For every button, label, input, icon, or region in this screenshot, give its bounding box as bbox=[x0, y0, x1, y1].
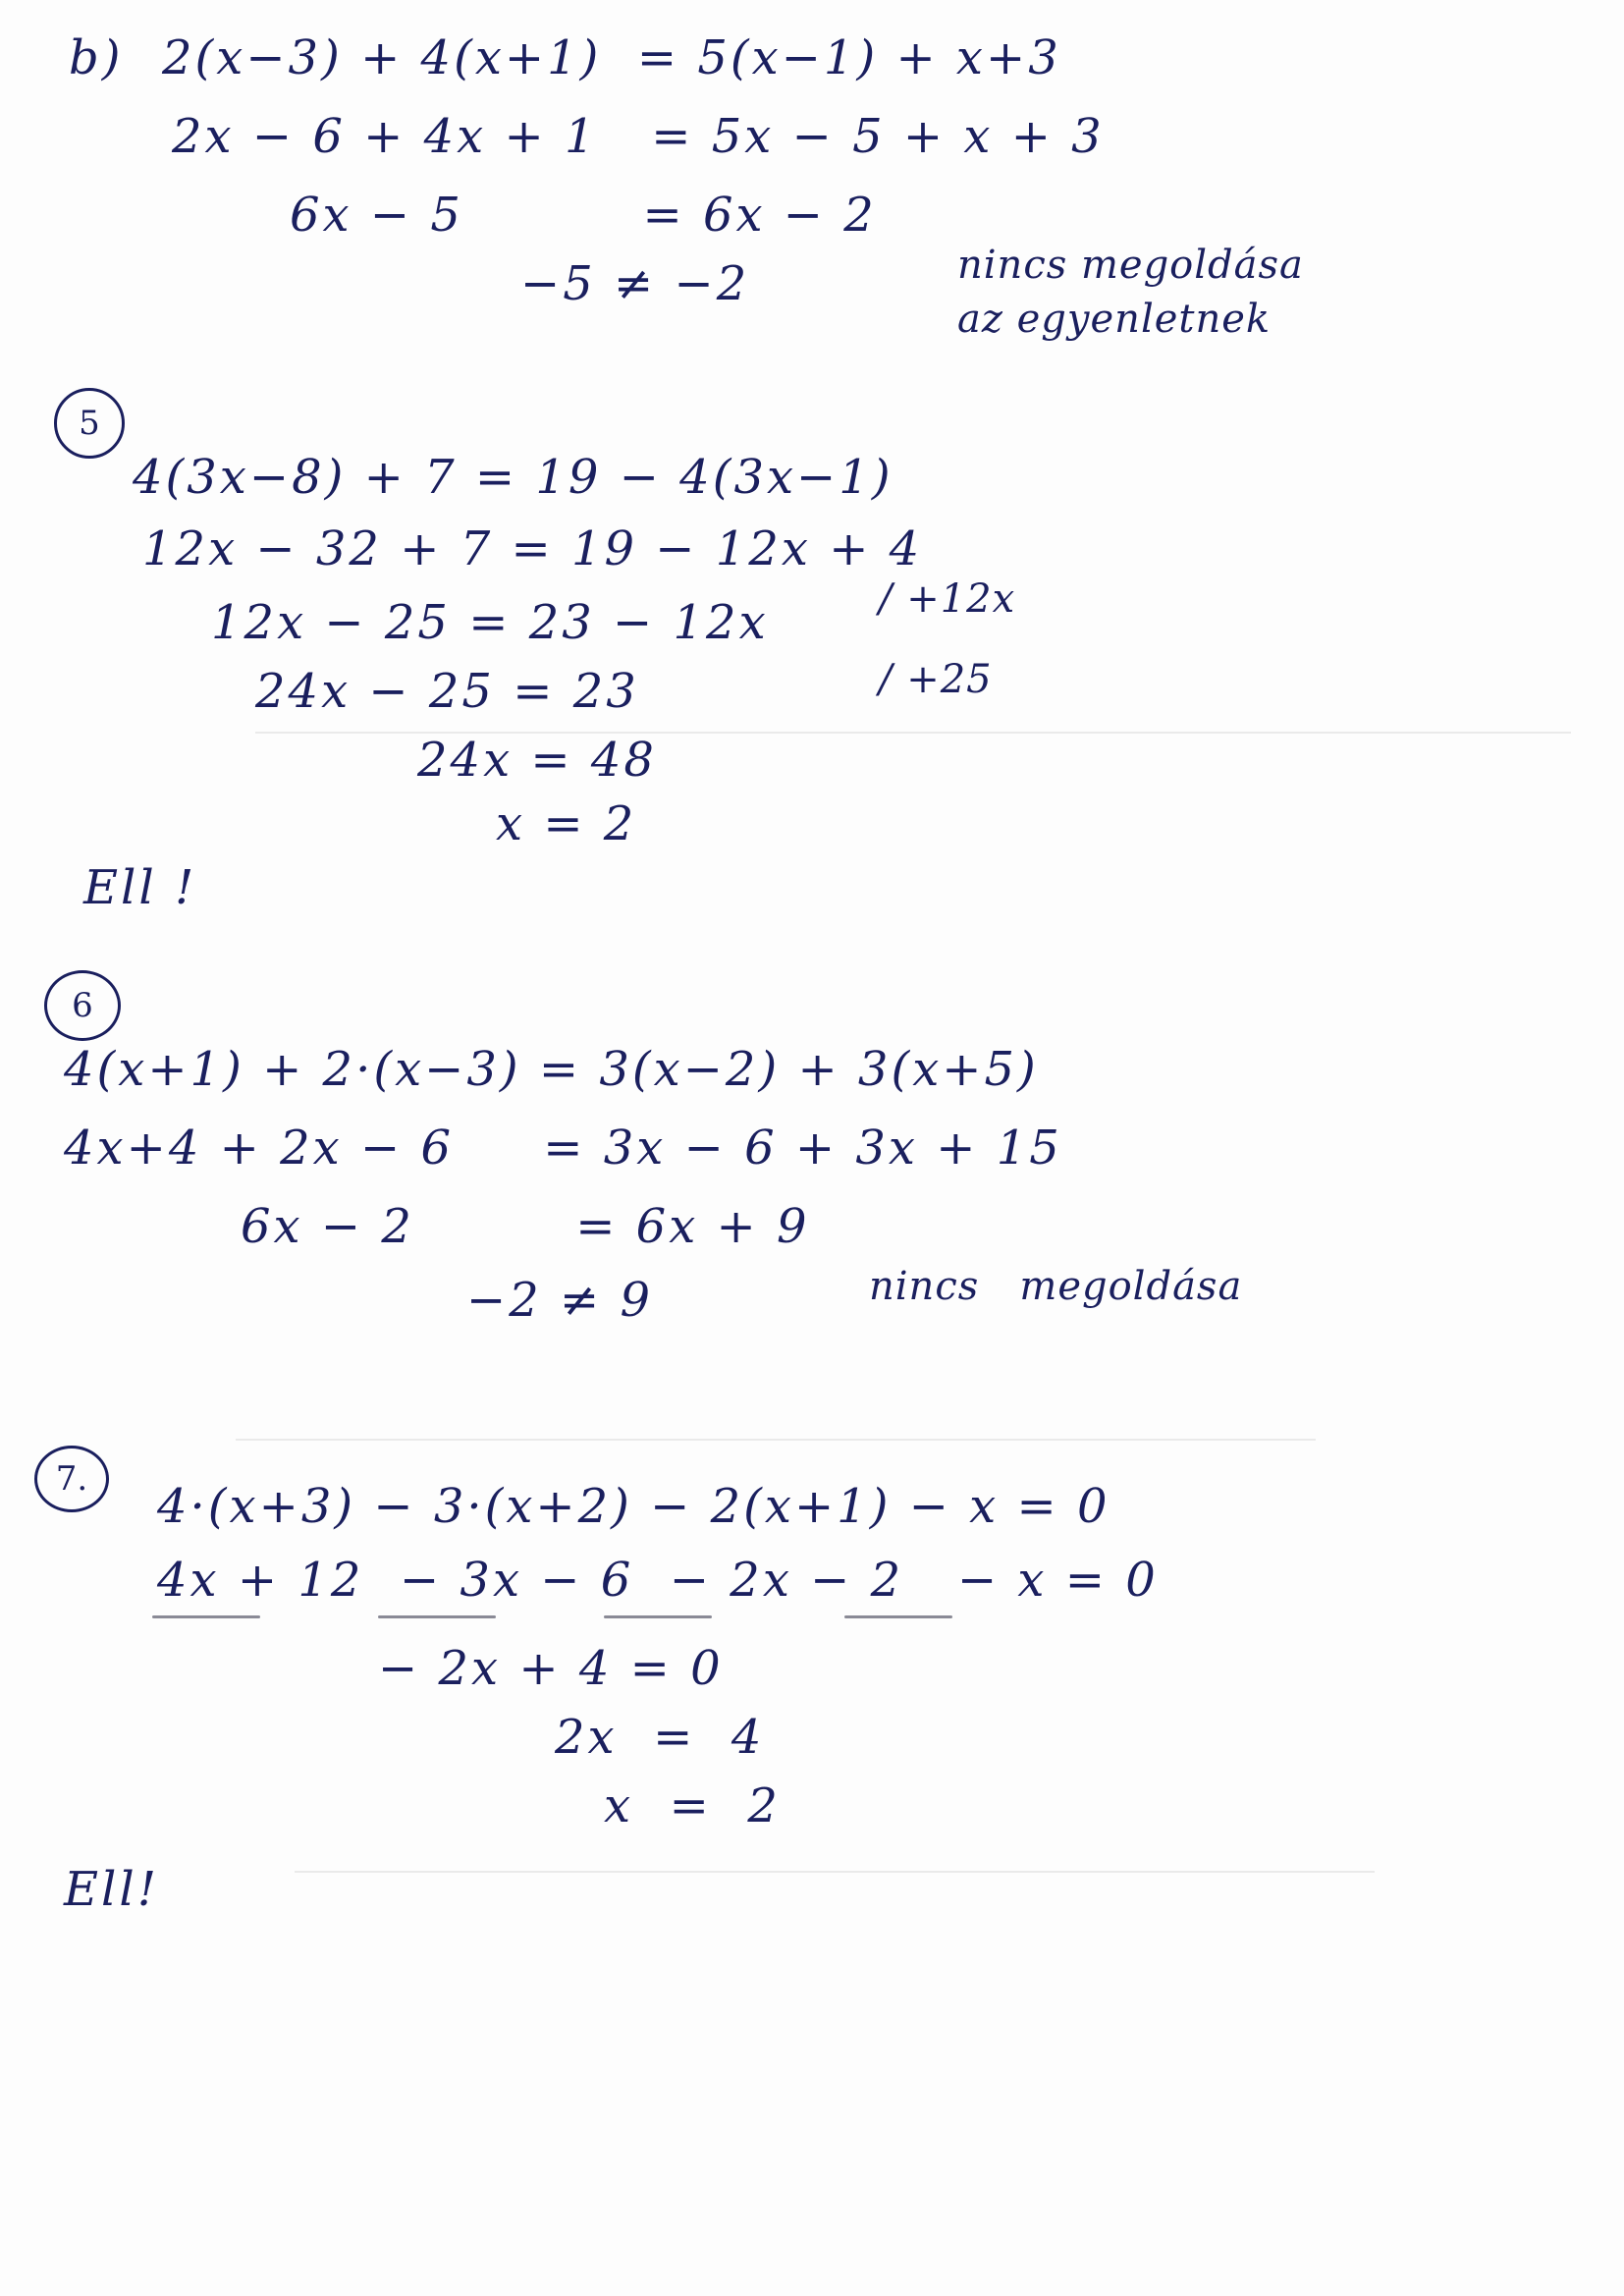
equation-line: 2(x−3) + 4(x+1) = 5(x−1) + x+3 bbox=[162, 30, 1061, 85]
equation-line: x = 2 bbox=[604, 1778, 781, 1833]
term-underline bbox=[378, 1615, 496, 1618]
equation-line: − 2x + 4 = 0 bbox=[378, 1641, 724, 1696]
no-solution-note: az egyenletnek bbox=[957, 297, 1272, 342]
term-underline bbox=[604, 1615, 712, 1618]
equation-line: −5 ≠ −2 bbox=[520, 256, 750, 311]
equation-line: 4x+4 + 2x − 6 = 3x − 6 + 3x + 15 bbox=[64, 1121, 1062, 1175]
check-note: Ell ! bbox=[83, 860, 197, 915]
no-solution-note: nincs megoldása bbox=[869, 1264, 1243, 1309]
equation-line: 2x = 4 bbox=[555, 1710, 765, 1765]
equation-line: 4·(x+3) − 3·(x+2) − 2(x+1) − x = 0 bbox=[157, 1479, 1110, 1534]
equation-line: −2 ≠ 9 bbox=[466, 1273, 654, 1328]
equation-line: 4x + 12 − 3x − 6 − 2x − 2 − x = 0 bbox=[157, 1553, 1159, 1608]
equation-line: 2x − 6 + 4x + 1 = 5x − 5 + x + 3 bbox=[172, 109, 1105, 164]
equation-line: x = 2 bbox=[496, 796, 637, 851]
equation-line: 24x = 48 bbox=[417, 733, 657, 788]
term-underline bbox=[152, 1615, 260, 1618]
problem-number-circle: 7. bbox=[34, 1446, 109, 1512]
scan-artifact-line bbox=[295, 1871, 1375, 1873]
equation-line: 12x − 32 + 7 = 19 − 12x + 4 bbox=[142, 521, 923, 576]
equation-line: 4(x+1) + 2·(x−3) = 3(x−2) + 3(x+5) bbox=[64, 1042, 1039, 1097]
problem-number-circle: 6 bbox=[44, 970, 121, 1041]
equation-line: 6x − 2 = 6x + 9 bbox=[241, 1199, 810, 1254]
equation-line: 4(3x−8) + 7 = 19 − 4(3x−1) bbox=[133, 450, 893, 505]
term-underline bbox=[844, 1615, 952, 1618]
operation-note: / +25 bbox=[879, 657, 993, 702]
no-solution-note: nincs megoldása bbox=[957, 243, 1304, 288]
equation-line: 6x − 5 = 6x − 2 bbox=[290, 188, 877, 243]
equation-line: 12x − 25 = 23 − 12x bbox=[211, 595, 769, 650]
scan-artifact-line bbox=[236, 1439, 1316, 1441]
section-b-label: b) bbox=[69, 30, 124, 85]
equation-line: 24x − 25 = 23 bbox=[255, 664, 639, 719]
check-note: Ell! bbox=[64, 1862, 160, 1917]
operation-note: / +12x bbox=[879, 576, 1016, 622]
problem-number-circle: 5 bbox=[54, 388, 125, 459]
